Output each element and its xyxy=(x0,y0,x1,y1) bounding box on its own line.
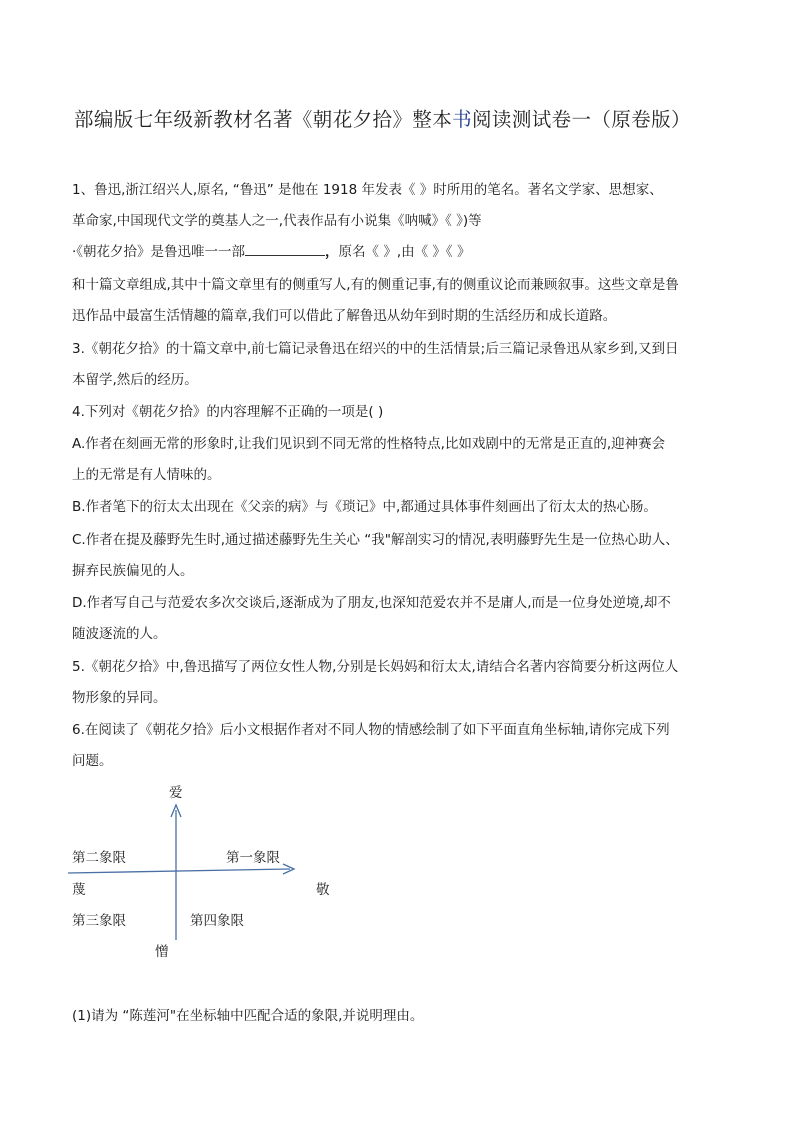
q4-stem: 4.下列对《朝花夕拾》的内容理解不正确的一项是( ) xyxy=(72,404,384,420)
quadrant-4-label: 第四象限 xyxy=(190,913,244,929)
q6-line-1: 6.在阅读了《朝花夕拾》后小文根据作者对不同人物的情感绘制了如下平面直角坐标轴,请你完成下列 xyxy=(72,722,670,738)
axis-label-hate: 憎 xyxy=(155,944,169,960)
q3-line-1: 3.《朝花夕拾》的十篇文章中,前七篇记录鲁迅在绍兴的中的生活情景;后三篇记录鲁迅从家乡到,又到日 xyxy=(72,341,679,357)
q4-option-c-1: C.作者在提及藤野先生时,通过描述藤野先生关心 “我"解剖实习的情况,表明藤野先生是一位热心助人、 xyxy=(72,532,679,548)
q4-option-d-2: 随波逐流的人。 xyxy=(72,626,167,642)
axis-label-love: 爱 xyxy=(169,785,183,801)
q2-text: ·《朝花夕拾》是鲁迅唯一一部 xyxy=(72,244,246,260)
q6-subquestion-1: (1)请为 “陈莲河"在坐标轴中匹配合适的象限,并说明理由。 xyxy=(72,1008,424,1024)
fill-blank xyxy=(245,243,325,256)
q4-option-b: B.作者笔下的衍太太出现在《父亲的病》与《琐记》中,都通过具体事件刻画出了衍太太的热心肠。 xyxy=(72,499,657,515)
q2-line-1 xyxy=(72,240,470,260)
title-highlight: 书 xyxy=(452,108,473,131)
q4-option-a-2: 上的无常是有人情味的。 xyxy=(72,467,221,483)
q1-line-1: 1、鲁迅,浙江绍兴人,原名, “鲁迅” 是他在 1918 年发表《 》时所用的笔名。著名文学家、思想家、 xyxy=(72,182,663,198)
quadrant-1-label: 第一象限 xyxy=(226,850,280,866)
title-text-end: 阅读测试卷一（原卷版） xyxy=(472,108,691,131)
q2-tail: 原名《 》,由《 》《 》 xyxy=(338,244,471,260)
q2-line-2: 和十篇文章组成,其中十篇文章里有的侧重写人,有的侧重记事,有的侧重议论而兼顾叙事。这些文章是鲁 xyxy=(72,277,679,293)
axis-label-respect: 敬 xyxy=(316,882,330,898)
q4-option-a-1: A.作者在刻画无常的形象时,让我们见识到不同无常的性格特点,比如戏剧中的无常是正直的,迎神赛会 xyxy=(72,436,666,452)
q1-line-2: 革命家,中国现代文学的奠基人之一,代表作品有小说集《呐喊》《 》)等 xyxy=(72,213,482,229)
q4-option-c-2: 摒弃民族偏见的人。 xyxy=(72,563,194,579)
horizontal-axis xyxy=(68,869,290,873)
q2-line-3: 迅作品中最富生活情趣的篇章,我们可以借此了解鲁迅从幼年到时期的生活经历和成长道路。 xyxy=(72,308,617,324)
quadrant-3-label: 第三象限 xyxy=(72,913,126,929)
q6-line-2: 问题。 xyxy=(72,753,113,769)
title-text: 部编版七年级新教材名著《朝花夕拾》整本 xyxy=(74,108,453,131)
q5-line-1: 5.《朝花夕拾》中,鲁迅描写了两位女性人物,分别是长妈妈和衍太太,请结合名著内容简要分析这两位人 xyxy=(72,659,679,675)
axis-label-scorn: 蔑 xyxy=(72,882,86,898)
horizontal-axis-arrow xyxy=(283,864,294,874)
q4-option-d-1: D.作者写自己与范爱农多次交谈后,逐渐成为了朋友,也深知范爱农并不是庸人,而是一位身处逆境,却不 xyxy=(72,595,671,611)
q5-line-2: 物形象的异同。 xyxy=(72,690,167,706)
q3-line-2: 本留学,然后的经历。 xyxy=(72,372,198,388)
quadrant-2-label: 第二象限 xyxy=(72,850,126,866)
page-title xyxy=(74,104,734,132)
vertical-axis-arrow xyxy=(171,805,181,817)
q2-comma: ， xyxy=(325,244,339,260)
